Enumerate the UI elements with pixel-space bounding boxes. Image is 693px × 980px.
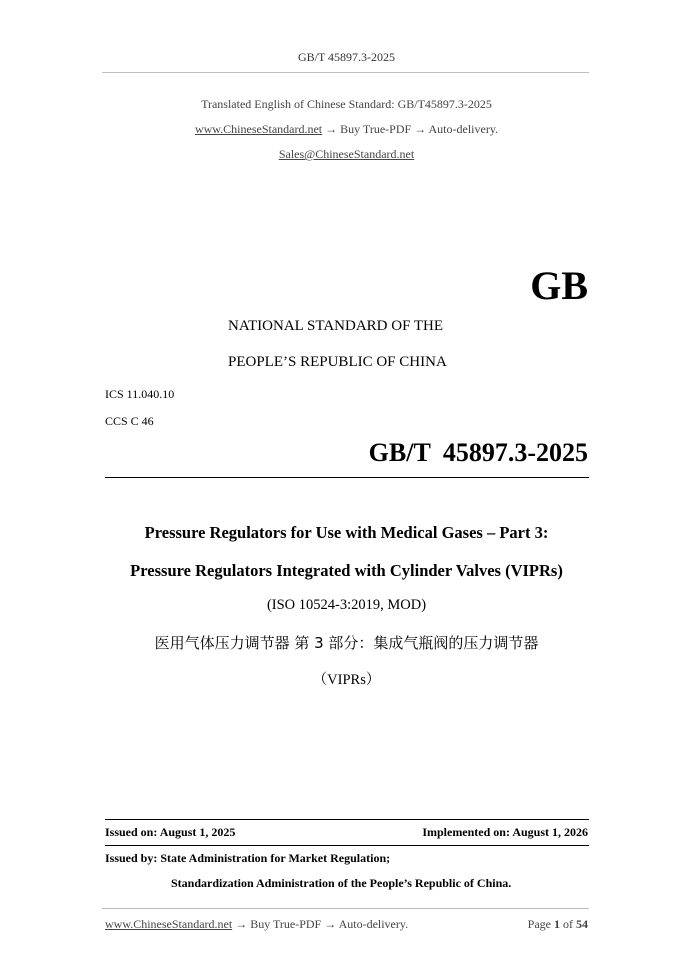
page-of: of	[560, 917, 576, 931]
header-rule	[102, 72, 589, 73]
footer-site-link[interactable]: www.ChineseStandard.net	[105, 917, 233, 931]
standard-code: GB/T 45897.3-2025	[368, 438, 588, 467]
email-line	[0, 147, 693, 162]
chinese-title: 医用气体压力调节器 第 3 部分：集成气瓶阀的压力调节器	[154, 634, 539, 652]
footer-buy-text: → Buy True-PDF → Auto-delivery.	[232, 917, 409, 931]
title-line-1: Pressure Regulators for Use with Medical Gases – Part 3:	[144, 523, 549, 542]
issue-top-rule	[105, 819, 589, 820]
national-line-2: PEOPLE’S REPUBLIC OF CHINA	[228, 354, 447, 370]
buy-text: → Buy True-PDF → Auto-delivery.	[322, 122, 499, 136]
issued-by: Issued by: State Administration for Market Regulation;	[105, 851, 391, 865]
page-current: 1	[554, 917, 560, 931]
translation-notice: Translated English of Chinese Standard: GB/T45897.3-2025	[201, 97, 492, 111]
iso-reference: (ISO 10524-3:2019, MOD)	[266, 597, 427, 613]
ics-code: ICS 11.040.10	[105, 387, 175, 401]
email-link[interactable]: Sales@ChineseStandard.net	[278, 147, 415, 161]
page-total: 54	[576, 917, 588, 931]
issue-bottom-rule	[105, 845, 589, 846]
gb-mark: GB	[530, 263, 588, 308]
chinese-subtitle: （VIPRs）	[312, 672, 381, 688]
site-link[interactable]: www.ChineseStandard.net	[194, 122, 323, 136]
implemented-on: Implemented on: August 1, 2026	[422, 825, 588, 839]
footer-rule	[102, 908, 589, 909]
footer-purchase-line	[105, 917, 408, 932]
running-title: GB/T 45897.3-2025	[297, 50, 396, 64]
national-line-1: NATIONAL STANDARD OF THE	[228, 318, 444, 334]
page-number	[528, 917, 588, 932]
issued-by-second: Standardization Administration of the People’s Republic of China.	[171, 876, 512, 890]
issued-on: Issued on: August 1, 2025	[105, 825, 236, 839]
title-line-2: Pressure Regulators Integrated with Cylinder Valves (VIPRs)	[130, 561, 563, 580]
page-prefix: Page	[527, 917, 554, 931]
code-rule	[105, 477, 589, 478]
purchase-line	[0, 122, 693, 137]
ccs-code: CCS C 46	[105, 414, 154, 428]
